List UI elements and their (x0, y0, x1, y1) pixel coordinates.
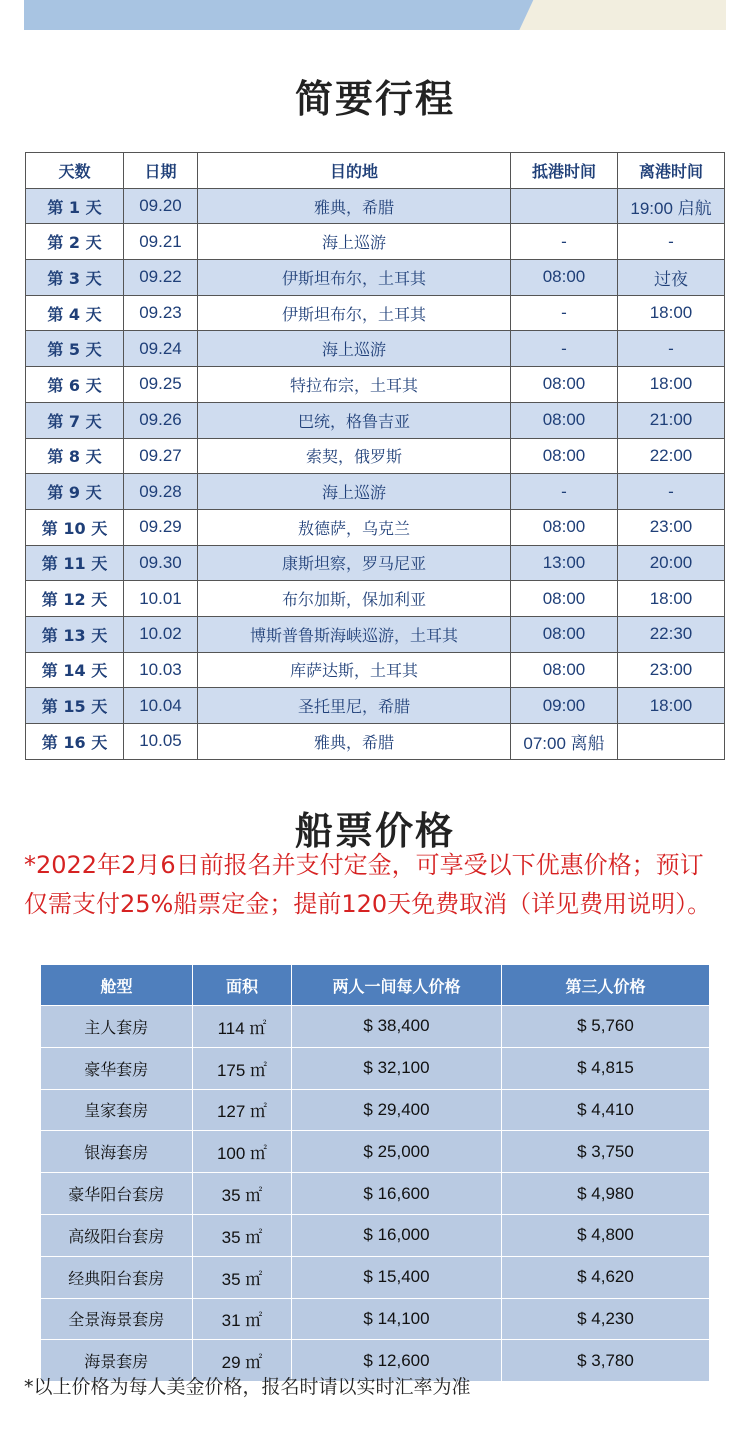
itinerary-row (26, 509, 725, 545)
itinerary-day-cell: 第 6 天 (26, 367, 124, 403)
itinerary-day-cell: 第 14 天 (26, 652, 124, 688)
itinerary-day-cell: 第 8 天 (26, 438, 124, 474)
itinerary-date-cell: 09.26 (124, 402, 198, 438)
itinerary-title: 简要行程 (294, 77, 455, 121)
itinerary-row (26, 652, 725, 688)
itinerary-destination-cell: 海上巡游 (198, 331, 511, 367)
itinerary-arrival-cell: 08:00 (511, 260, 618, 296)
price-double-cell: $ 38,400 (292, 1006, 502, 1048)
itinerary-destination-cell: 敖德萨，乌克兰 (198, 509, 511, 545)
itinerary-day-cell: 第 2 天 (26, 224, 124, 260)
price-footnote: *以上价格为每人美金价格，报名时请以实时汇率为准 (24, 1376, 471, 1398)
itinerary-destination-cell: 库萨达斯，土耳其 (198, 652, 511, 688)
cabin-area-cell: 100 ㎡ (193, 1131, 292, 1173)
price-double-cell: $ 16,000 (292, 1214, 502, 1256)
itinerary-date-cell: 10.02 (124, 616, 198, 652)
pricing-row (41, 1256, 710, 1298)
itinerary-departure-cell: 18:00 (618, 367, 725, 403)
itinerary-destination-cell: 博斯普鲁斯海峡巡游，土耳其 (198, 616, 511, 652)
itinerary-destination-cell: 巴统，格鲁吉亚 (198, 402, 511, 438)
cabin-area-cell: 31 ㎡ (193, 1298, 292, 1340)
pricing-row (41, 1047, 710, 1089)
itinerary-departure-cell: - (618, 331, 725, 367)
itinerary-arrival-cell: - (511, 474, 618, 510)
itinerary-departure-cell: 18:00 (618, 581, 725, 617)
cabin-area-cell: 35 ㎡ (193, 1173, 292, 1215)
itinerary-departure-cell: 18:00 (618, 295, 725, 331)
itinerary-row (26, 616, 725, 652)
pricing-header-row (41, 965, 710, 1006)
itinerary-arrival-cell: - (511, 224, 618, 260)
itinerary-destination-cell: 康斯坦察，罗马尼亚 (198, 545, 511, 581)
itinerary-row (26, 402, 725, 438)
price-third-cell: $ 3,780 (502, 1340, 710, 1382)
itinerary-arrival-cell: 08:00 (511, 652, 618, 688)
cabin-type-cell: 主人套房 (41, 1006, 193, 1048)
itinerary-departure-cell: 18:00 (618, 688, 725, 724)
itinerary-day-cell: 第 10 天 (26, 509, 124, 545)
itinerary-arrival-cell: - (511, 331, 618, 367)
itinerary-departure-cell: 20:00 (618, 545, 725, 581)
header-price-third: 第三人价格 (502, 965, 710, 1006)
price-double-cell: $ 16,600 (292, 1173, 502, 1215)
itinerary-row (26, 295, 725, 331)
itinerary-day-cell: 第 11 天 (26, 545, 124, 581)
itinerary-day-cell: 第 1 天 (26, 188, 124, 224)
itinerary-destination-cell: 海上巡游 (198, 224, 511, 260)
itinerary-date-cell: 09.27 (124, 438, 198, 474)
itinerary-row (26, 545, 725, 581)
itinerary-destination-cell: 特拉布宗，土耳其 (198, 367, 511, 403)
itinerary-row (26, 331, 725, 367)
cabin-type-cell: 海景套房 (41, 1340, 193, 1382)
itinerary-date-cell: 09.28 (124, 474, 198, 510)
itinerary-day-cell: 第 16 天 (26, 724, 124, 760)
cabin-type-cell: 皇家套房 (41, 1089, 193, 1131)
header-cabin: 舱型 (41, 965, 193, 1006)
itinerary-destination-cell: 雅典，希腊 (198, 724, 511, 760)
cabin-area-cell: 35 ㎡ (193, 1256, 292, 1298)
price-double-cell: $ 29,400 (292, 1089, 502, 1131)
price-double-cell: $ 14,100 (292, 1298, 502, 1340)
itinerary-date-cell: 10.04 (124, 688, 198, 724)
itinerary-date-cell: 09.25 (124, 367, 198, 403)
itinerary-date-cell: 09.30 (124, 545, 198, 581)
itinerary-arrival-cell (511, 188, 618, 224)
itinerary-day-cell: 第 9 天 (26, 474, 124, 510)
itinerary-row (26, 474, 725, 510)
itinerary-day-cell: 第 5 天 (26, 331, 124, 367)
price-third-cell: $ 4,620 (502, 1256, 710, 1298)
price-double-cell: $ 15,400 (292, 1256, 502, 1298)
itinerary-table (25, 152, 725, 760)
cabin-type-cell: 全景海景套房 (41, 1298, 193, 1340)
itinerary-arrival-cell: 08:00 (511, 616, 618, 652)
itinerary-row (26, 688, 725, 724)
price-third-cell: $ 4,800 (502, 1214, 710, 1256)
price-third-cell: $ 4,410 (502, 1089, 710, 1131)
itinerary-date-cell: 09.22 (124, 260, 198, 296)
promo-notice: *2022年2月6日前报名并支付定金，可享受以下优惠价格；预订仅需支付25%船票定金；提前120天免费取消（详见费用说明）。 (24, 851, 712, 918)
header-day: 天数 (26, 153, 124, 189)
itinerary-destination-cell: 伊斯坦布尔，土耳其 (198, 295, 511, 331)
pricing-table (40, 964, 710, 1382)
itinerary-departure-cell: 19:00 启航 (618, 188, 725, 224)
itinerary-row (26, 367, 725, 403)
itinerary-date-cell: 09.24 (124, 331, 198, 367)
price-double-cell: $ 25,000 (292, 1131, 502, 1173)
pricing-row (41, 1089, 710, 1131)
itinerary-arrival-cell: 08:00 (511, 581, 618, 617)
itinerary-day-cell: 第 13 天 (26, 616, 124, 652)
itinerary-date-cell: 10.01 (124, 581, 198, 617)
price-third-cell: $ 4,980 (502, 1173, 710, 1215)
itinerary-destination-cell: 海上巡游 (198, 474, 511, 510)
header-destination: 目的地 (198, 153, 511, 189)
itinerary-arrival-cell: - (511, 295, 618, 331)
itinerary-destination-cell: 布尔加斯，保加利亚 (198, 581, 511, 617)
itinerary-arrival-cell: 08:00 (511, 402, 618, 438)
pricing-row (41, 1006, 710, 1048)
cabin-type-cell: 豪华套房 (41, 1047, 193, 1089)
itinerary-row (26, 724, 725, 760)
itinerary-arrival-cell: 07:00 离船 (511, 724, 618, 760)
itinerary-destination-cell: 索契，俄罗斯 (198, 438, 511, 474)
itinerary-departure-cell: 23:00 (618, 509, 725, 545)
itinerary-departure-cell: 23:00 (618, 652, 725, 688)
price-third-cell: $ 4,230 (502, 1298, 710, 1340)
itinerary-destination-cell: 伊斯坦布尔，土耳其 (198, 260, 511, 296)
itinerary-departure-cell: 过夜 (618, 260, 725, 296)
header-departure: 离港时间 (618, 153, 725, 189)
itinerary-date-cell: 10.05 (124, 724, 198, 760)
cabin-type-cell: 高级阳台套房 (41, 1214, 193, 1256)
pricing-row (41, 1298, 710, 1340)
cabin-type-cell: 豪华阳台套房 (41, 1173, 193, 1215)
header-area: 面积 (193, 965, 292, 1006)
itinerary-row (26, 188, 725, 224)
itinerary-departure-cell: 21:00 (618, 402, 725, 438)
cabin-area-cell: 114 ㎡ (193, 1006, 292, 1048)
pricing-row (41, 1131, 710, 1173)
itinerary-arrival-cell: 13:00 (511, 545, 618, 581)
itinerary-arrival-cell: 09:00 (511, 688, 618, 724)
itinerary-destination-cell: 雅典，希腊 (198, 188, 511, 224)
cabin-area-cell: 175 ㎡ (193, 1047, 292, 1089)
pricing-row (41, 1214, 710, 1256)
pricing-title: 船票价格 (294, 809, 455, 853)
itinerary-row (26, 224, 725, 260)
itinerary-day-cell: 第 15 天 (26, 688, 124, 724)
top-banner-image (24, 0, 726, 30)
price-double-cell: $ 32,100 (292, 1047, 502, 1089)
cabin-type-cell: 经典阳台套房 (41, 1256, 193, 1298)
cabin-type-cell: 银海套房 (41, 1131, 193, 1173)
itinerary-day-cell: 第 4 天 (26, 295, 124, 331)
itinerary-date-cell: 09.21 (124, 224, 198, 260)
itinerary-arrival-cell: 08:00 (511, 367, 618, 403)
itinerary-departure-cell: 22:30 (618, 616, 725, 652)
header-price-double: 两人一间每人价格 (292, 965, 502, 1006)
itinerary-day-cell: 第 12 天 (26, 581, 124, 617)
itinerary-row (26, 581, 725, 617)
price-double-cell: $ 12,600 (292, 1340, 502, 1382)
cabin-area-cell: 35 ㎡ (193, 1214, 292, 1256)
price-third-cell: $ 3,750 (502, 1131, 710, 1173)
price-third-cell: $ 4,815 (502, 1047, 710, 1089)
itinerary-row (26, 438, 725, 474)
pricing-row (41, 1173, 710, 1215)
itinerary-date-cell: 09.29 (124, 509, 198, 545)
itinerary-day-cell: 第 7 天 (26, 402, 124, 438)
itinerary-date-cell: 09.20 (124, 188, 198, 224)
cabin-area-cell: 127 ㎡ (193, 1089, 292, 1131)
itinerary-destination-cell: 圣托里尼，希腊 (198, 688, 511, 724)
itinerary-row (26, 260, 725, 296)
header-date: 日期 (124, 153, 198, 189)
itinerary-date-cell: 09.23 (124, 295, 198, 331)
header-arrival: 抵港时间 (511, 153, 618, 189)
itinerary-departure-cell: - (618, 224, 725, 260)
itinerary-header-row (26, 153, 725, 189)
itinerary-departure-cell: 22:00 (618, 438, 725, 474)
itinerary-date-cell: 10.03 (124, 652, 198, 688)
itinerary-arrival-cell: 08:00 (511, 509, 618, 545)
itinerary-day-cell: 第 3 天 (26, 260, 124, 296)
cabin-area-cell: 29 ㎡ (193, 1340, 292, 1382)
itinerary-departure-cell: - (618, 474, 725, 510)
itinerary-arrival-cell: 08:00 (511, 438, 618, 474)
itinerary-departure-cell (618, 724, 725, 760)
price-third-cell: $ 5,760 (502, 1006, 710, 1048)
